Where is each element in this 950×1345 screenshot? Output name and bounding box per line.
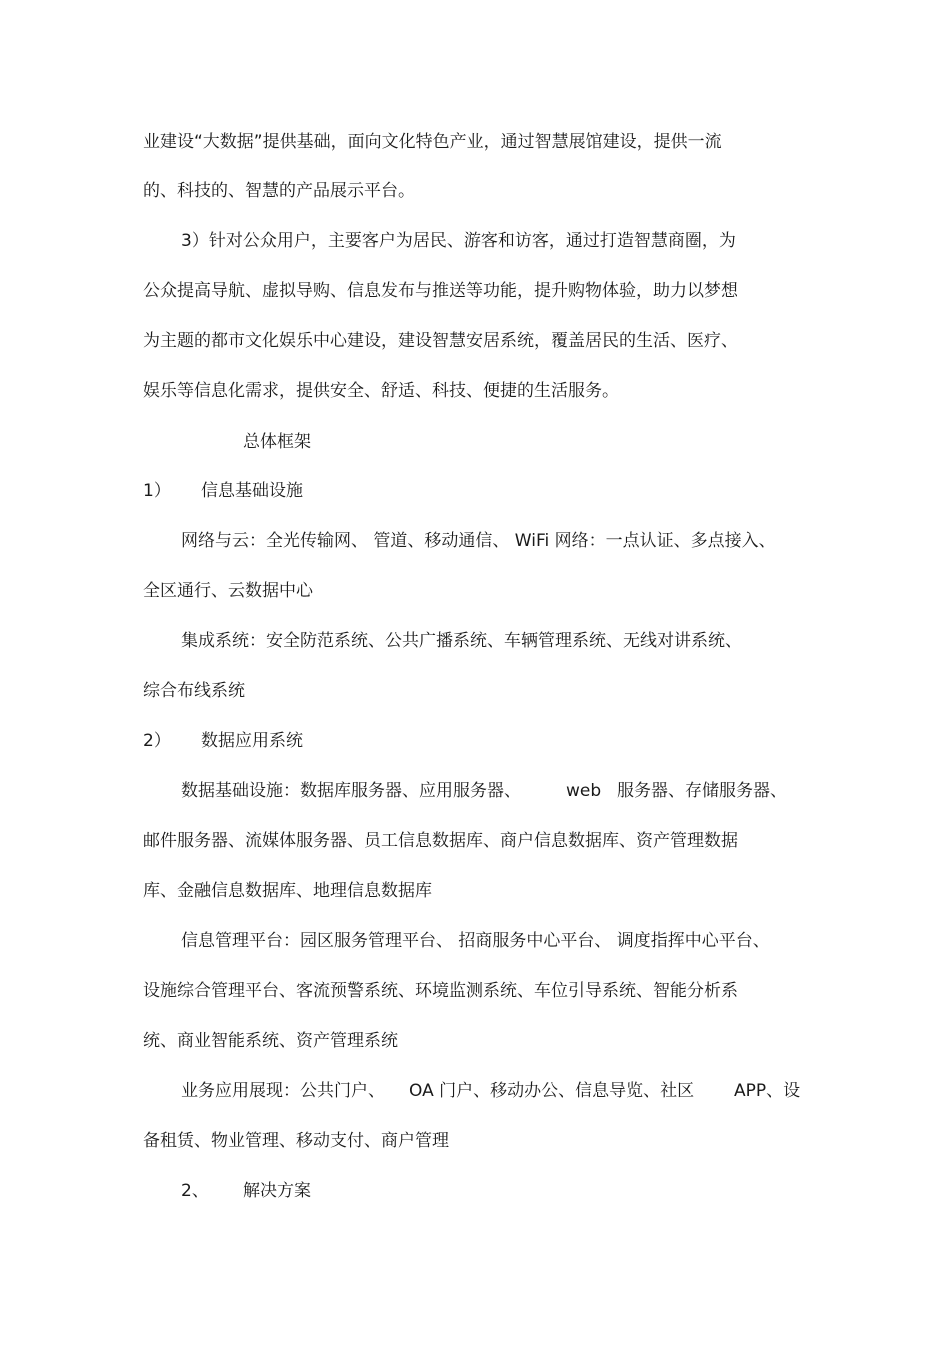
subsection-heading: 数据应用系统	[201, 731, 303, 751]
list-number: 2）	[143, 731, 171, 751]
paragraph-line: APP、设	[734, 1081, 801, 1101]
paragraph-line: 综合布线系统	[143, 681, 245, 701]
subsection-heading: 信息基础设施	[201, 481, 303, 501]
section-number: 2、	[181, 1181, 209, 1201]
paragraph-line: 备租赁、物业管理、移动支付、商户管理	[143, 1131, 449, 1151]
paragraph-line: 邮件服务器、流媒体服务器、员工信息数据库、商户信息数据库、资产管理数据	[143, 831, 738, 851]
paragraph-line: 业建设“大数据”提供基础，面向文化特色产业，通过智慧展馆建设，提供一流	[143, 132, 722, 152]
paragraph-line: 服务器、存储服务器、	[617, 781, 787, 801]
paragraph-line: 库、金融信息数据库、地理信息数据库	[143, 881, 432, 901]
paragraph-line: 的、科技的、智慧的产品展示平台。	[143, 181, 415, 201]
paragraph-line: OA 门户、移动办公、信息导览、社区	[409, 1081, 695, 1101]
paragraph-line: 集成系统：安全防范系统、公共广播系统、车辆管理系统、无线对讲系统、	[181, 631, 742, 651]
paragraph-line: 3）针对公众用户，主要客户为居民、游客和访客，通过打造智慧商圈，为	[181, 231, 736, 251]
paragraph-line: 为主题的都市文化娱乐中心建设，建设智慧安居系统，覆盖居民的生活、医疗、	[143, 331, 738, 351]
paragraph-line: web	[566, 781, 602, 801]
paragraph-line: 公众提高导航、虚拟导购、信息发布与推送等功能，提升购物体验，助力以梦想	[143, 281, 738, 301]
paragraph-line: 统、商业智能系统、资产管理系统	[143, 1031, 398, 1051]
section-heading: 总体框架	[243, 432, 311, 452]
paragraph-line: 设施综合管理平台、客流预警系统、环境监测系统、车位引导系统、智能分析系	[143, 981, 738, 1001]
paragraph-line: 娱乐等信息化需求，提供安全、舒适、科技、便捷的生活服务。	[143, 381, 619, 401]
paragraph-line: 网络与云：全光传输网、 管道、移动通信、 WiFi 网络：一点认证、多点接入、	[181, 531, 776, 551]
paragraph-line: 数据基础设施：数据库服务器、应用服务器、	[181, 781, 521, 801]
list-number: 1）	[143, 481, 171, 501]
paragraph-line: 全区通行、云数据中心	[143, 581, 313, 601]
section-heading: 解决方案	[243, 1181, 311, 1201]
paragraph-line: 业务应用展现：公共门户、	[181, 1081, 385, 1101]
paragraph-line: 信息管理平台：园区服务管理平台、 招商服务中心平台、 调度指挥中心平台、	[181, 931, 770, 951]
